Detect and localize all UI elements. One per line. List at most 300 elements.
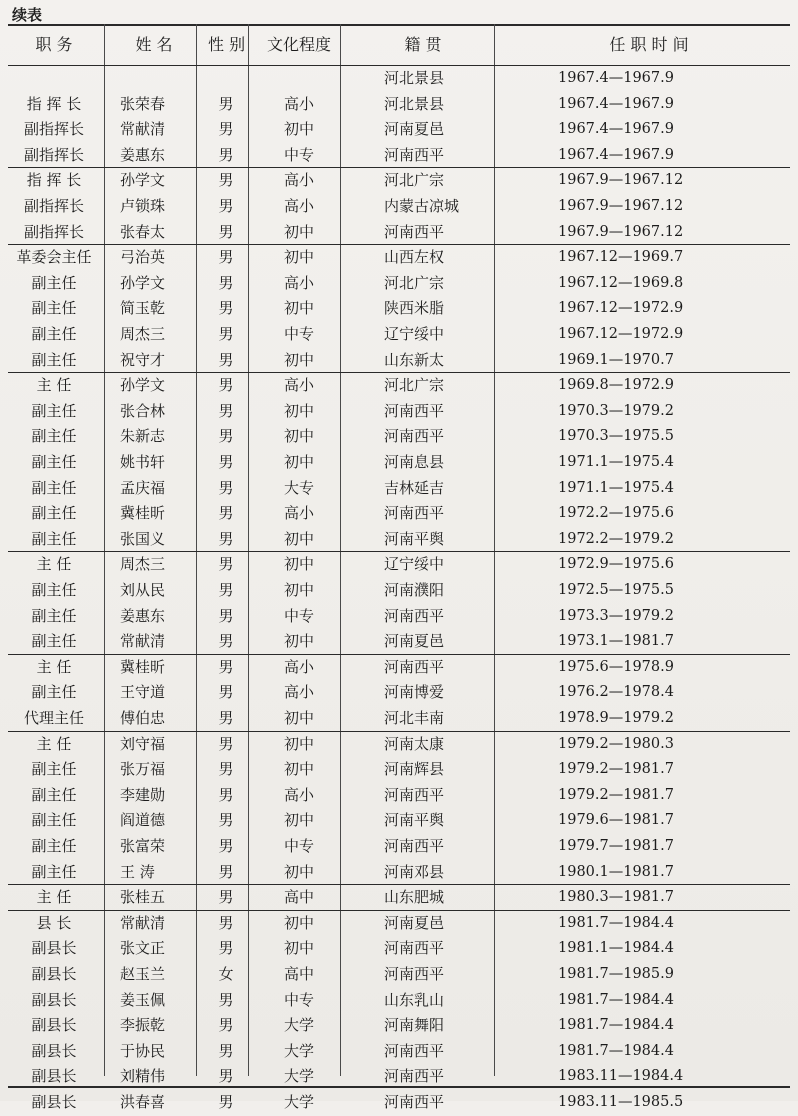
table-row xyxy=(8,143,790,169)
cell-title: 副主任 xyxy=(31,632,77,651)
cell-term: 1972.2—1979.2 xyxy=(558,530,674,547)
table-row xyxy=(8,885,790,911)
cell-term: 1967.12—1969.8 xyxy=(558,274,684,291)
cell-gender: 男 xyxy=(218,376,234,395)
cell-education: 初中 xyxy=(283,581,314,599)
table-row xyxy=(8,629,790,655)
header-rule xyxy=(8,65,790,66)
cell-origin: 吉林延吉 xyxy=(384,478,445,497)
cell-name: 常献清 xyxy=(120,913,166,932)
cell-term: 1979.2—1980.3 xyxy=(558,735,674,752)
cell-term: 1981.7—1984.4 xyxy=(558,1042,674,1059)
cell-title: 主 任 xyxy=(36,376,72,395)
cell-term: 1976.2—1978.4 xyxy=(558,684,674,701)
cell-education: 高小 xyxy=(283,785,314,804)
cell-title: 副主任 xyxy=(31,683,77,702)
cell-title: 革委会主任 xyxy=(16,248,92,267)
cell-origin: 河北广宗 xyxy=(384,171,445,190)
cell-origin: 河南夏邑 xyxy=(384,120,445,139)
cell-origin: 内蒙古凉城 xyxy=(384,197,460,215)
cell-title: 副主任 xyxy=(31,350,77,369)
cell-education: 初中 xyxy=(283,350,314,369)
table-row xyxy=(8,962,790,988)
cell-education: 初中 xyxy=(283,939,314,958)
cell-gender: 男 xyxy=(218,632,234,651)
table-row xyxy=(8,1039,790,1065)
cell-title: 副主任 xyxy=(31,478,77,497)
cell-title: 副县长 xyxy=(31,1016,77,1035)
cell-term: 1967.4—1967.9 xyxy=(558,121,674,138)
cell-gender: 男 xyxy=(218,504,234,523)
cell-title: 副指挥长 xyxy=(23,222,84,241)
cell-education: 高小 xyxy=(283,504,314,523)
cell-origin: 河南西平 xyxy=(384,939,445,958)
cell-gender: 男 xyxy=(218,299,234,318)
cell-term: 1981.7—1984.4 xyxy=(558,914,674,931)
table-row xyxy=(8,322,790,348)
cell-origin: 河南西平 xyxy=(384,785,445,804)
cell-title: 副主任 xyxy=(31,581,77,599)
table-row xyxy=(8,348,790,374)
cell-education: 高小 xyxy=(283,376,314,395)
cell-term: 1967.12—1969.7 xyxy=(558,249,684,266)
cell-title: 代理主任 xyxy=(23,709,84,727)
cell-name xyxy=(112,66,204,92)
cell-origin: 河南西平 xyxy=(384,504,445,523)
header-education: 文化程度 xyxy=(266,35,331,54)
header-term: 任 职 时 间 xyxy=(609,35,689,54)
table-row xyxy=(8,296,790,322)
cell-gender: 男 xyxy=(218,529,234,548)
cell-origin: 河南夏邑 xyxy=(384,913,445,932)
cell-gender: 男 xyxy=(218,913,234,932)
cell-name: 张文正 xyxy=(120,939,166,958)
group-separator xyxy=(8,167,790,168)
cell-title: 副县长 xyxy=(31,939,77,958)
cell-term: 1969.8—1972.9 xyxy=(558,377,674,394)
cell-education: 高小 xyxy=(283,197,314,215)
cell-education: 高小 xyxy=(283,657,314,676)
table-row xyxy=(8,680,790,706)
cell-origin: 山东肥城 xyxy=(384,888,445,907)
cell-origin: 河南舞阳 xyxy=(384,1016,445,1035)
cell-origin: 河南西平 xyxy=(384,145,445,164)
cell-term: 1979.2—1981.7 xyxy=(558,761,674,778)
cell-gender: 男 xyxy=(218,990,234,1009)
cell-education: 大学 xyxy=(283,1093,314,1111)
header-name: 姓 名 xyxy=(135,35,173,54)
cell-term: 1967.12—1972.9 xyxy=(558,326,684,342)
group-separator xyxy=(8,731,790,732)
cell-title: 副指挥长 xyxy=(23,145,84,164)
cell-education: 高小 xyxy=(283,683,314,702)
cell-name: 祝守才 xyxy=(120,350,166,369)
table-bottom-rule xyxy=(8,1086,790,1088)
cell-gender: 男 xyxy=(218,171,234,190)
table-row xyxy=(8,168,790,194)
cell-title: 副主任 xyxy=(31,299,77,318)
cell-origin: 河南平舆 xyxy=(384,529,445,548)
cell-term: 1978.9—1979.2 xyxy=(558,710,674,726)
cell-gender: 男 xyxy=(218,1093,234,1111)
cell-name: 王守道 xyxy=(120,683,166,702)
cell-education: 初中 xyxy=(283,734,314,753)
cell-education: 中专 xyxy=(283,837,314,855)
cell-gender xyxy=(208,66,244,92)
cell-term: 1972.9—1975.6 xyxy=(558,556,674,573)
table-row xyxy=(8,604,790,630)
cell-education: 初中 xyxy=(283,529,314,548)
cell-term: 1981.1—1984.4 xyxy=(558,940,674,957)
cell-education: 初中 xyxy=(283,453,314,471)
table-row xyxy=(8,92,790,118)
cell-education: 初中 xyxy=(283,862,314,881)
cell-term: 1980.1—1981.7 xyxy=(558,863,674,880)
cell-origin: 河南西平 xyxy=(384,1067,445,1086)
cell-term: 1967.9—1967.12 xyxy=(558,223,684,240)
cell-name: 弓治英 xyxy=(120,248,166,267)
cell-name: 阎道德 xyxy=(120,811,166,830)
table-row xyxy=(8,194,790,220)
cell-term: 1983.11—1985.5 xyxy=(558,1094,684,1110)
cell-name: 常献清 xyxy=(120,632,166,651)
header-origin: 籍 贯 xyxy=(404,35,442,54)
column-divider xyxy=(104,24,105,1076)
table-row xyxy=(8,834,790,860)
cell-name: 周杰三 xyxy=(120,555,166,574)
cell-title: 副主任 xyxy=(31,606,77,625)
group-separator xyxy=(8,910,790,911)
table-row xyxy=(8,399,790,425)
table-row xyxy=(8,117,790,143)
cell-title: 副主任 xyxy=(31,453,77,471)
cell-origin: 辽宁绥中 xyxy=(384,555,445,574)
cell-term: 1967.9—1967.12 xyxy=(558,172,684,189)
cell-gender: 男 xyxy=(218,273,234,292)
cell-education: 初中 xyxy=(283,811,314,830)
cell-origin: 河南西平 xyxy=(384,657,445,676)
group-separator xyxy=(8,244,790,245)
cell-origin: 河南濮阳 xyxy=(384,581,445,599)
cell-origin: 山东新太 xyxy=(384,350,445,369)
cell-title: 县 长 xyxy=(36,913,72,932)
cell-term: 1979.7—1981.7 xyxy=(558,838,674,854)
column-divider xyxy=(248,24,249,1076)
cell-gender: 男 xyxy=(218,197,234,215)
cell-education: 初中 xyxy=(283,427,314,446)
cell-education: 初中 xyxy=(283,299,314,318)
cell-name: 孟庆福 xyxy=(120,478,166,497)
cell-name: 张桂五 xyxy=(120,888,166,907)
cell-term: 1972.5—1975.5 xyxy=(558,582,674,598)
cell-gender: 男 xyxy=(218,555,234,574)
cell-name: 张荣春 xyxy=(120,94,166,113)
table-row xyxy=(8,476,790,502)
cell-name: 卢锁珠 xyxy=(120,197,166,215)
cell-title: 副指挥长 xyxy=(23,120,84,139)
cell-name: 李振乾 xyxy=(120,1016,166,1035)
cell-gender: 男 xyxy=(218,350,234,369)
table-row xyxy=(8,860,790,886)
cell-origin: 河南平舆 xyxy=(384,811,445,830)
cell-gender: 男 xyxy=(218,683,234,702)
cell-name: 张富荣 xyxy=(120,837,166,855)
cell-term: 1971.1—1975.4 xyxy=(558,479,674,496)
table-row xyxy=(8,373,790,399)
cell-name: 孙学文 xyxy=(120,376,166,395)
table-row xyxy=(8,220,790,246)
cell-gender: 男 xyxy=(218,734,234,753)
cell-title: 副主任 xyxy=(31,325,77,343)
cell-gender: 男 xyxy=(218,657,234,676)
cell-gender: 男 xyxy=(218,1016,234,1035)
cell-origin: 河北广宗 xyxy=(384,273,445,292)
cell-gender: 男 xyxy=(218,785,234,804)
cell-gender: 男 xyxy=(218,325,234,343)
cell-education xyxy=(264,66,334,92)
cell-origin: 河南西平 xyxy=(384,837,445,855)
cell-education: 中专 xyxy=(283,145,314,164)
cell-gender: 男 xyxy=(218,94,234,113)
table-row xyxy=(8,245,790,271)
cell-origin: 河南西平 xyxy=(384,1093,445,1111)
cell-gender: 男 xyxy=(218,248,234,267)
cell-gender: 男 xyxy=(218,862,234,881)
table-row xyxy=(8,501,790,527)
group-separator xyxy=(8,654,790,655)
cell-name: 刘从民 xyxy=(120,581,166,599)
cell-title: 副县长 xyxy=(31,1067,77,1086)
cell-origin: 河南西平 xyxy=(384,222,445,241)
cell-name: 刘精伟 xyxy=(120,1067,166,1086)
cell-education: 大专 xyxy=(283,478,314,497)
cell-education: 高小 xyxy=(283,94,314,113)
cell-gender: 男 xyxy=(218,606,234,625)
cell-title: 副主任 xyxy=(31,837,77,855)
cell-education: 高小 xyxy=(283,171,314,190)
cell-name: 冀桂昕 xyxy=(120,504,166,523)
table-row xyxy=(8,1090,790,1116)
cell-education: 中专 xyxy=(283,325,314,343)
cell-origin: 河南太康 xyxy=(384,734,445,753)
cell-gender: 男 xyxy=(218,837,234,855)
cell-title: 副主任 xyxy=(31,760,77,779)
cell-education: 初中 xyxy=(283,709,314,727)
cell-term: 1983.11—1984.4 xyxy=(558,1068,684,1085)
table-row xyxy=(8,706,790,732)
cell-term: 1967.12—1972.9 xyxy=(558,300,684,317)
cell-origin: 河北广宗 xyxy=(384,376,445,395)
cell-term: 1967.9—1967.12 xyxy=(558,198,684,214)
cell-origin: 河南西平 xyxy=(384,606,445,625)
cell-origin: 河南夏邑 xyxy=(384,632,445,651)
cell-name: 姜玉佩 xyxy=(120,990,166,1009)
cell-education: 初中 xyxy=(283,401,314,420)
cell-title: 副主任 xyxy=(31,862,77,881)
cell-term: 1979.2—1981.7 xyxy=(558,786,674,803)
cell-education: 中专 xyxy=(283,606,314,625)
cell-origin: 河南辉县 xyxy=(384,760,445,779)
cell-gender: 女 xyxy=(218,965,234,983)
cell-name: 傅伯忠 xyxy=(120,709,166,727)
cell-name: 洪春喜 xyxy=(120,1093,166,1111)
cell-origin: 河南西平 xyxy=(384,965,445,983)
cell-title: 副主任 xyxy=(31,504,77,523)
table-row xyxy=(8,66,790,92)
cell-name: 刘守福 xyxy=(120,734,166,753)
table-row xyxy=(8,936,790,962)
cell-gender: 男 xyxy=(218,401,234,420)
cell-title: 副主任 xyxy=(31,529,77,548)
cell-title: 主 任 xyxy=(36,657,72,676)
cell-education: 大学 xyxy=(283,1016,314,1035)
cell-origin: 河北景县 xyxy=(384,69,445,87)
cell-education: 大学 xyxy=(283,1041,314,1060)
cell-origin: 河北丰南 xyxy=(384,709,445,727)
cell-title: 副县长 xyxy=(31,1041,77,1060)
cell-name: 简玉乾 xyxy=(120,299,166,318)
table-row xyxy=(8,655,790,681)
cell-gender: 男 xyxy=(218,1067,234,1086)
cell-origin: 河北景县 xyxy=(384,94,445,113)
cell-term: 1973.1—1981.7 xyxy=(558,633,674,650)
cell-title: 副主任 xyxy=(31,273,77,292)
cell-gender: 男 xyxy=(218,581,234,599)
table-row xyxy=(8,271,790,297)
cell-title: 副指挥长 xyxy=(23,197,84,215)
cell-title: 主 任 xyxy=(36,734,72,753)
cell-title: 指 挥 长 xyxy=(26,94,82,113)
cell-term: 1967.4—1967.9 xyxy=(558,70,674,86)
cell-term: 1981.7—1985.9 xyxy=(558,966,674,982)
table-row xyxy=(8,527,790,553)
cell-origin: 山西左权 xyxy=(384,248,445,267)
cell-term: 1981.7—1984.4 xyxy=(558,991,674,1008)
cell-origin: 河南息县 xyxy=(384,453,445,471)
cell-origin: 河南邓县 xyxy=(384,862,445,881)
cell-origin: 河南西平 xyxy=(384,1041,445,1060)
cell-name: 姚书轩 xyxy=(120,453,166,471)
cell-name: 姜惠东 xyxy=(120,606,166,625)
cell-education: 高小 xyxy=(283,273,314,292)
cell-title: 副县长 xyxy=(31,965,77,983)
cell-title: 副主任 xyxy=(31,427,77,446)
cell-gender: 男 xyxy=(218,760,234,779)
cell-origin: 河南西平 xyxy=(384,401,445,420)
table-row xyxy=(8,732,790,758)
cell-term: 1972.2—1975.6 xyxy=(558,505,674,522)
cell-gender: 男 xyxy=(218,709,234,727)
cell-gender: 男 xyxy=(218,478,234,497)
cell-name: 张国义 xyxy=(120,529,166,548)
cell-term: 1971.1—1975.4 xyxy=(558,454,674,470)
table-row xyxy=(8,757,790,783)
cell-name: 张合林 xyxy=(120,401,166,420)
cell-gender: 男 xyxy=(218,427,234,446)
cell-name: 周杰三 xyxy=(120,325,166,343)
cell-name: 于协民 xyxy=(120,1041,166,1060)
cell-title: 副主任 xyxy=(31,401,77,420)
table-row xyxy=(8,578,790,604)
cell-term: 1981.7—1984.4 xyxy=(558,1017,674,1034)
cell-name: 张万福 xyxy=(120,760,166,779)
cell-education: 初中 xyxy=(283,632,314,651)
cell-title: 指 挥 长 xyxy=(26,171,82,190)
cell-title: 副主任 xyxy=(31,811,77,830)
table-row xyxy=(8,911,790,937)
cell-origin: 河南博爱 xyxy=(384,683,445,702)
column-divider xyxy=(196,24,197,1076)
cell-name: 赵玉兰 xyxy=(120,965,166,983)
cell-title: 副县长 xyxy=(31,990,77,1009)
cell-gender: 男 xyxy=(218,939,234,958)
cell-education: 高中 xyxy=(283,965,314,983)
column-divider xyxy=(340,24,341,1076)
group-separator xyxy=(8,551,790,552)
cell-title: 副县长 xyxy=(31,1093,77,1111)
cell-name: 朱新志 xyxy=(120,427,166,446)
header-gender: 性 别 xyxy=(208,35,246,54)
table-row xyxy=(8,783,790,809)
cell-education: 初中 xyxy=(283,120,314,139)
table-row xyxy=(8,1013,790,1039)
cell-education: 大学 xyxy=(283,1067,314,1086)
cell-name: 张春太 xyxy=(120,222,166,241)
cell-education: 初中 xyxy=(283,555,314,574)
cell-title: 副主任 xyxy=(31,785,77,804)
group-separator xyxy=(8,372,790,373)
cell-name: 姜惠东 xyxy=(120,145,166,164)
cell-origin: 辽宁绥中 xyxy=(384,325,445,343)
table-row xyxy=(8,552,790,578)
column-divider xyxy=(494,24,495,1076)
table-row xyxy=(8,450,790,476)
cell-origin: 陕西米脂 xyxy=(384,299,445,318)
cell-education: 初中 xyxy=(283,760,314,779)
header-title: 职 务 xyxy=(35,35,73,54)
cell-name: 常献清 xyxy=(120,120,166,139)
cell-name: 李建勋 xyxy=(120,785,166,804)
cell-name: 孙学文 xyxy=(120,171,166,190)
cell-term: 1967.4—1967.9 xyxy=(558,95,674,112)
cell-term: 1969.1—1970.7 xyxy=(558,351,674,368)
cell-term: 1970.3—1979.2 xyxy=(558,402,674,419)
cell-term: 1975.6—1978.9 xyxy=(558,658,674,675)
cell-gender: 男 xyxy=(218,145,234,164)
cell-title: 主 任 xyxy=(36,888,72,907)
cell-name: 孙学文 xyxy=(120,273,166,292)
table-row xyxy=(8,988,790,1014)
cell-education: 中专 xyxy=(283,990,314,1009)
cell-name: 王 涛 xyxy=(120,862,155,881)
cell-term: 1979.6—1981.7 xyxy=(558,812,674,829)
cell-gender: 男 xyxy=(218,888,234,907)
cell-name: 冀桂昕 xyxy=(120,657,166,676)
group-separator xyxy=(8,884,790,885)
cell-term: 1970.3—1975.5 xyxy=(558,428,674,445)
cell-gender: 男 xyxy=(218,453,234,471)
cell-term: 1967.4—1967.9 xyxy=(558,146,674,163)
cell-title xyxy=(8,66,100,92)
table-caption: 续表 xyxy=(12,6,43,24)
cell-origin: 山东乳山 xyxy=(384,990,445,1009)
cell-education: 高中 xyxy=(283,888,314,907)
table-row xyxy=(8,424,790,450)
cell-title: 主 任 xyxy=(36,555,72,574)
cell-gender: 男 xyxy=(218,120,234,139)
cell-term: 1980.3—1981.7 xyxy=(558,889,674,906)
table-header xyxy=(8,25,790,65)
